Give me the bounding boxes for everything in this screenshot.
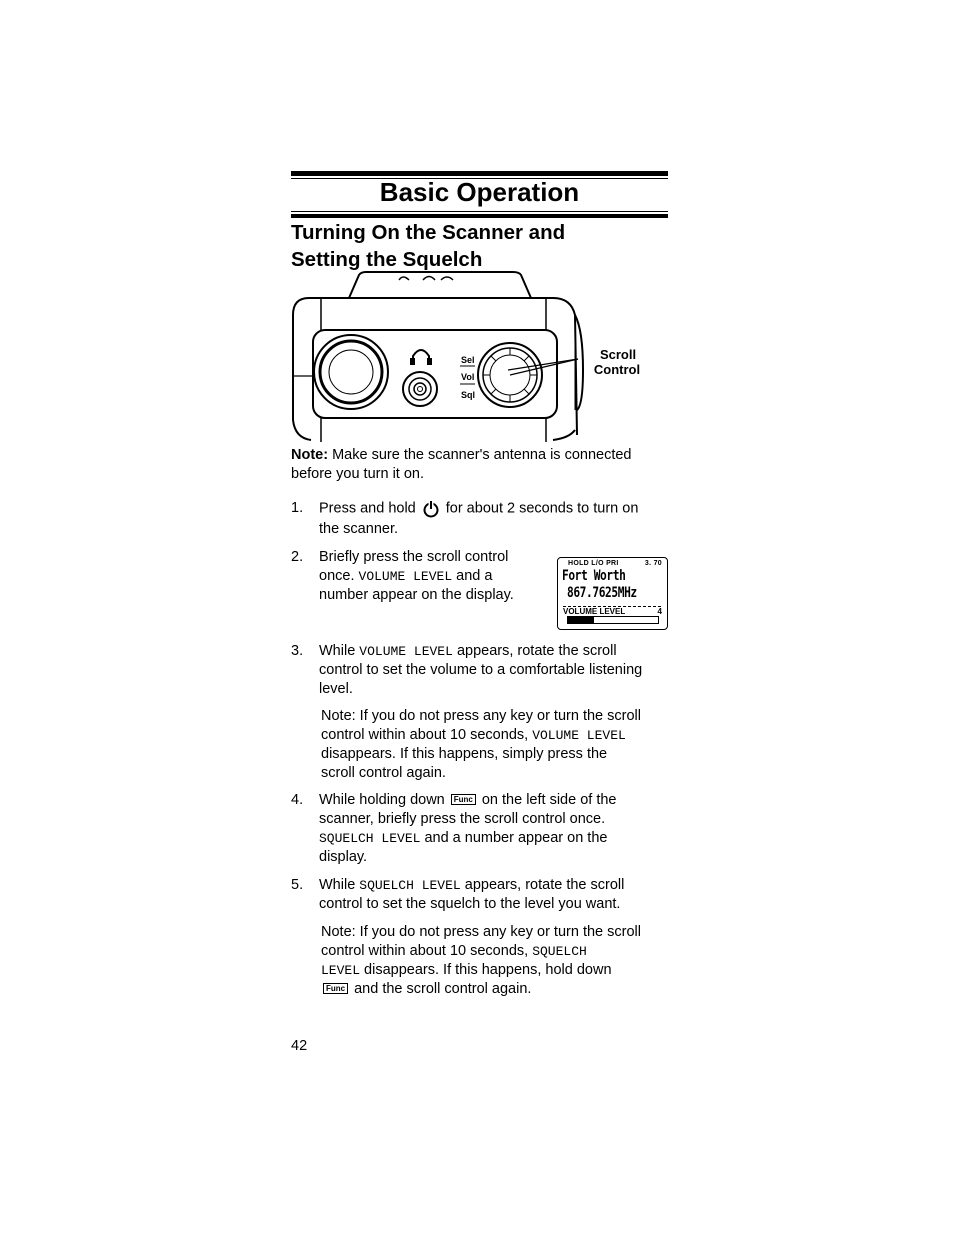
- note-volume-timeout: [321, 707, 669, 783]
- step-5-text-b: appears, rotate the scroll: [464, 877, 625, 893]
- step-3-text-a: While: [319, 643, 356, 659]
- scanner-top-illustration: [291, 270, 668, 445]
- squelch-level-text: SQUELCH LEVEL: [359, 878, 461, 893]
- lcd-display: [557, 557, 668, 630]
- knob-label-sel: Sel: [461, 355, 475, 365]
- step-number: 3.: [291, 643, 304, 659]
- knob-label-vol: Vol: [461, 372, 475, 382]
- note-line3-text: disappears. If this happens, hold down: [364, 962, 612, 978]
- volume-level-text: VOLUME LEVEL: [359, 644, 453, 659]
- knob-label-sql: Sql: [461, 390, 476, 400]
- header-rule-bottom: [291, 214, 668, 218]
- step-4-text-b: on the left side of the: [481, 792, 617, 808]
- func-key-icon: Func: [451, 794, 476, 805]
- scroll-control-callout-line1: Scroll: [599, 347, 637, 362]
- note-line1: Note: If you do not press any key or turn the scroll: [321, 708, 641, 724]
- lcd-frequency: 867.7625MHz: [567, 585, 637, 601]
- func-key-icon: Func: [323, 983, 348, 994]
- step-5-text-a: While: [319, 877, 356, 893]
- step-4-line2: scanner, briefly press the scroll control once.: [319, 811, 606, 827]
- lcd-channel-name: Fort Worth: [562, 568, 626, 584]
- step-2-line3: number appear on the display.: [319, 587, 514, 603]
- section-title-line1: Turning On the Scanner and: [291, 221, 566, 244]
- step-number: 2.: [291, 549, 304, 565]
- lcd-status-left: HOLD L/O PRI: [568, 560, 619, 567]
- lcd-level-value: 4: [657, 607, 662, 616]
- level-text: LEVEL: [321, 963, 361, 978]
- lcd-status-right: 3. 70: [644, 560, 662, 567]
- squelch-text: SQUELCH: [532, 944, 587, 959]
- step-3-line3: level.: [319, 681, 353, 697]
- step-1-text-b: for about 2 seconds to turn on: [445, 500, 639, 517]
- step-1: [319, 499, 669, 539]
- lcd-level-bar: [567, 616, 659, 624]
- note-line3: disappears. If this happens, simply press the: [321, 746, 608, 762]
- step-number: 1.: [291, 500, 304, 516]
- header-rule-bottom-thin: [291, 211, 668, 212]
- step-1-text-c: the scanner.: [319, 521, 398, 537]
- note-text-line1: Make sure the scanner's antenna is connected: [332, 447, 632, 463]
- step-1-text-a: Press and hold: [319, 500, 416, 517]
- section-title-line2: Setting the Squelch: [291, 248, 483, 271]
- note-antenna: [291, 446, 668, 484]
- chapter-title: Basic Operation: [379, 177, 580, 207]
- power-icon: [422, 499, 440, 518]
- step-4: [319, 791, 669, 867]
- step-4-line4: display.: [319, 849, 368, 865]
- note-label: Note:: [291, 447, 329, 463]
- volume-level-text: VOLUME LEVEL: [532, 728, 626, 743]
- note-line2-text: control within about 10 seconds,: [321, 727, 529, 743]
- note-line1: Note: If you do not press any key or turn the scroll: [321, 924, 641, 940]
- step-3-text-b: appears, rotate the scroll: [456, 643, 617, 659]
- squelch-level-text: SQUELCH LEVEL: [319, 831, 421, 846]
- step-2-line1: Briefly press the scroll control: [319, 549, 509, 565]
- section-title: [291, 219, 668, 273]
- note-line4: scroll control again.: [321, 765, 446, 781]
- step-4-text-a: While holding down: [319, 792, 445, 808]
- step-2-text-b: and a: [456, 568, 493, 584]
- step-2-text-a: once.: [319, 568, 355, 584]
- note-line2-text: control within about 10 seconds,: [321, 943, 529, 959]
- note-text-line2: before you turn it on.: [291, 466, 424, 482]
- step-4-text-c: and a number appear on the: [424, 830, 608, 846]
- step-3-line2: control to set the volume to a comfortable listening: [319, 662, 643, 678]
- step-number: 5.: [291, 877, 304, 893]
- step-number: 4.: [291, 792, 304, 808]
- page-number: 42: [291, 1038, 308, 1054]
- note-squelch-timeout: [321, 923, 669, 999]
- step-2: [319, 548, 549, 605]
- step-3: [319, 642, 669, 699]
- volume-level-text: VOLUME LEVEL: [358, 569, 453, 584]
- note-line4-text: and the scroll control again.: [354, 981, 532, 997]
- scroll-control-callout-line2: Control: [593, 362, 641, 377]
- step-5-line2: control to set the squelch to the level you want.: [319, 896, 621, 912]
- lcd-level-label: VOLUME LEVEL: [563, 607, 626, 616]
- lcd-level-bar-fill: [568, 617, 594, 623]
- step-5: [319, 876, 669, 914]
